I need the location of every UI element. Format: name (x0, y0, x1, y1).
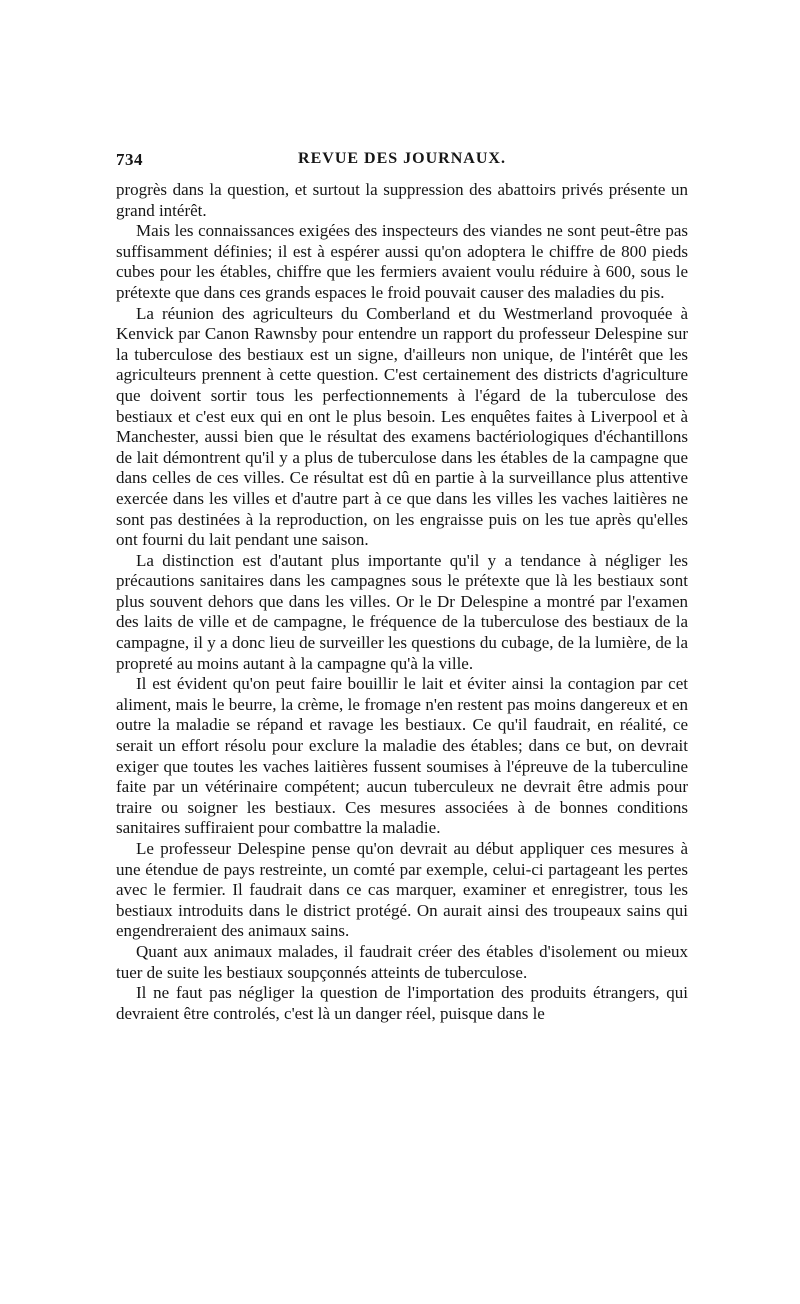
body-text (116, 180, 688, 1024)
paragraph-3: La réunion des agriculteurs du Comberland et du Westmerland provoquée à Kenvick par Canon Rawnsby pour entendre un rapport du professeur Delespine sur la tuberculose des bestiaux est un signe, d'ailleurs non unique, de l'intérêt que les agriculteurs prennent à cette question. C'est certainement des districts d'agriculture que doivent sortir tous les perfectionnements à l'égard de la tuberculose des bestiaux et c'est eux qui en ont le plus besoin. Les enquêtes faites à Liverpool et à Manchester, aussi bien que le résultat des examens bactériologiques d'échantillons de lait démontrent qu'il y a plus de tuberculose dans les étables de la campagne que dans celles de ces villes. Ce résultat est dû en partie à la surveillance plus attentive exercée dans les villes et d'autre part à ce que dans les villes les vaches laitières ne sont pas destinées à la reproduction, on les engraisse puis on les tue après qu'elles ont fourni du lait pendant une saison. (116, 303, 688, 550)
paragraph-8: Il ne faut pas négliger la question de l'importation des produits étrangers, qui devraient être controlés, c'est là un danger réel, puisque dans le (116, 983, 688, 1023)
page-header (116, 150, 688, 176)
paragraph-2: Mais les connaissances exigées des inspecteurs des viandes ne sont peut-être pas suffisamment définies; il est à espérer aussi qu'on adoptera le chiffre de 800 pieds cubes pour les étables, chiffre que les fermiers avaient voulu réduire à 600, sous le prétexte que dans ces grands espaces le froid pouvait causer des maladies du pis. (116, 221, 688, 302)
paragraph-7: Quant aux animaux malades, il faudrait créer des étables d'isolement ou mieux tuer de suite les bestiaux soupçonnés atteints de tuberculose. (116, 941, 688, 982)
paragraph-6: Le professeur Delespine pense qu'on devrait au début appliquer ces mesures à une étendue de pays restreinte, un comté par exemple, celui-ci partageant les pertes avec le fermier. Il faudrait dans ce cas marquer, examiner et enregistrer, tous les bestiaux introduits dans le district protégé. On aurait ainsi des troupeaux sains qui engendreraient des animaux sains. (116, 839, 688, 941)
page-number: 734 (116, 150, 143, 169)
paragraph-1: progrès dans la question, et surtout la suppression des abattoirs privés présente un grand intérêt. (116, 180, 688, 220)
paragraph-5: Il est évident qu'on peut faire bouillir le lait et éviter ainsi la contagion par cet aliment, mais le beurre, la crème, le fromage n'en restent pas moins dangereux et en outre la maladie se répand et ravage les bestiaux. Ce qu'il faudrait, en réalité, ce serait un effort résolu pour exclure la maladie des étables; dans ce but, on devrait exiger que toutes les vaches laitières fussent soumises à l'épreuve de la tuberculine faite par un vétérinaire compétent; aucun tuberculeux ne devrait être admis pour traire ou soigner les bestiaux. Ces mesures associées à de bonnes conditions sanitaires suffiraient pour combattre la maladie. (116, 674, 688, 838)
running-title: REVUE DES JOURNAUX. (298, 150, 506, 167)
paragraph-4: La distinction est d'autant plus importante qu'il y a tendance à négliger les précautions sanitaires dans les campagnes sous le prétexte que là les bestiaux sont plus souvent dehors que dans les villes. Or le Dr Delespine a montré par l'examen des laits de ville et de campagne, le fréquence de la tuberculose des bestiaux de la campagne, il y a donc lieu de surveiller les questions du cubage, de la lumière, de la propreté au moins autant à la campagne qu'à la ville. (116, 550, 688, 673)
